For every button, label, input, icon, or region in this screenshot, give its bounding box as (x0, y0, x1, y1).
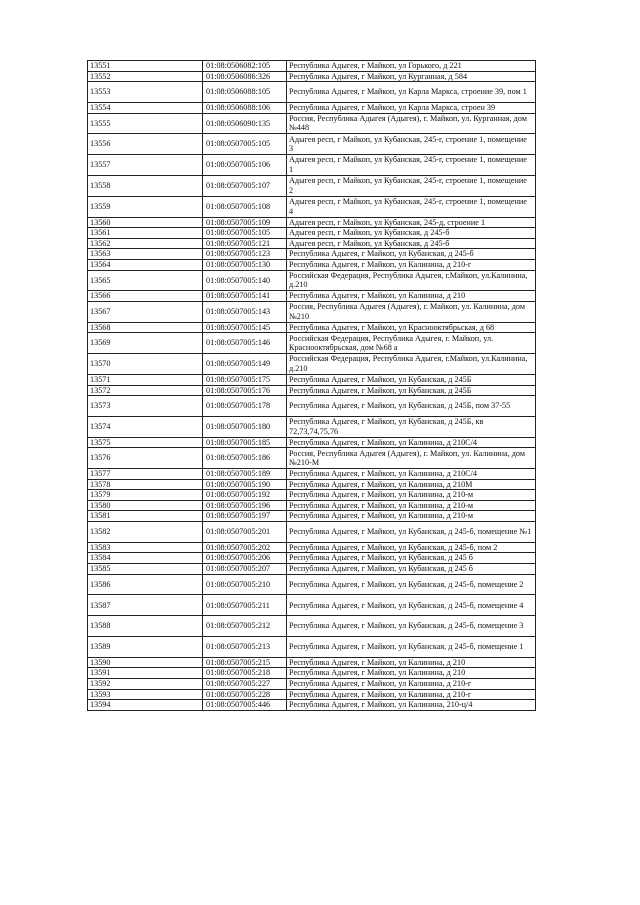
table-row (88, 82, 536, 103)
table-row (88, 291, 536, 302)
cadastral-number-cell: 01:08:0506090:135 (203, 113, 287, 134)
address-cell: Республика Адыгея, г Майкоп, ул Калинина, д 210 (287, 291, 536, 302)
cadastral-number-cell: 01:08:0507005:106 (203, 155, 287, 176)
cadastral-number-cell: 01:08:0507005:175 (203, 374, 287, 385)
cadastral-number-cell: 01:08:0507005:130 (203, 259, 287, 270)
address-cell: Республика Адыгея, г Майкоп, ул Калинина, д 210-м (287, 500, 536, 511)
record-number-cell: 13584 (88, 553, 203, 564)
record-number-cell: 13586 (88, 574, 203, 595)
address-cell: Республика Адыгея, г Майкоп, ул Кубанская, д 245-б (287, 249, 536, 260)
cadastral-number-cell: 01:08:0506088:105 (203, 82, 287, 103)
cadastral-number-cell: 01:08:0507005:108 (203, 196, 287, 217)
record-number-cell: 13574 (88, 416, 203, 437)
table-row (88, 479, 536, 490)
record-number-cell: 13566 (88, 291, 203, 302)
address-cell: Республика Адыгея, г Майкоп, ул Кубанская, д 245-б, пом 2 (287, 542, 536, 553)
cadastral-number-cell: 01:08:0507005:178 (203, 396, 287, 417)
cadastral-number-cell: 01:08:0507005:213 (203, 637, 287, 658)
cadastral-number-cell: 01:08:0507005:202 (203, 542, 287, 553)
table-row (88, 259, 536, 270)
cadastral-table (87, 60, 536, 711)
address-cell: Республика Адыгея, г Майкоп, ул Краснооктябрьская, д 68 (287, 322, 536, 333)
table-row (88, 333, 536, 354)
address-cell: Республика Адыгея, г Майкоп, ул Кубанская, д 245Б (287, 385, 536, 396)
record-number-cell: 13558 (88, 175, 203, 196)
cadastral-number-cell: 01:08:0507005:228 (203, 689, 287, 700)
record-number-cell: 13562 (88, 238, 203, 249)
record-number-cell: 13571 (88, 374, 203, 385)
table-row (88, 553, 536, 564)
cadastral-number-cell: 01:08:0507005:212 (203, 616, 287, 637)
cadastral-number-cell: 01:08:0506082:105 (203, 61, 287, 72)
table-row (88, 657, 536, 668)
table-row (88, 354, 536, 375)
address-cell: Республика Адыгея, г Майкоп, ул Кубанская, д 245-б, помещение №1 (287, 522, 536, 543)
table-row (88, 217, 536, 228)
table-row (88, 469, 536, 480)
address-cell: Республика Адыгея, г Майкоп, ул Кубанская, д 245 б (287, 564, 536, 575)
address-cell: Адыгея респ, г Майкоп, ул Кубанская, 245-г, строение 1, помещение 1 (287, 155, 536, 176)
cadastral-number-cell: 01:08:0507005:123 (203, 249, 287, 260)
cadastral-number-cell: 01:08:0507005:105 (203, 228, 287, 239)
table-row (88, 175, 536, 196)
record-number-cell: 13575 (88, 437, 203, 448)
address-cell: Республика Адыгея, г Майкоп, ул Калинина, д 210М (287, 479, 536, 490)
table-row (88, 102, 536, 113)
table-row (88, 437, 536, 448)
address-cell: Российская Федерация, Республика Адыгея, г. Майкоп, ул. Краснооктябрьская, дом №68 а (287, 333, 536, 354)
table-row (88, 522, 536, 543)
cadastral-number-cell: 01:08:0507005:210 (203, 574, 287, 595)
cadastral-number-cell: 01:08:0507005:196 (203, 500, 287, 511)
address-cell: Республика Адыгея, г Майкоп, ул Кубанская, д 245Б, кв 72,73,74,75,76 (287, 416, 536, 437)
table-row (88, 500, 536, 511)
record-number-cell: 13555 (88, 113, 203, 134)
record-number-cell: 13572 (88, 385, 203, 396)
table-row (88, 238, 536, 249)
cadastral-number-cell: 01:08:0507005:215 (203, 657, 287, 668)
cadastral-number-cell: 01:08:0507005:201 (203, 522, 287, 543)
address-cell: Республика Адыгея, г Майкоп, ул Калинина, д 210-м (287, 511, 536, 522)
table-row (88, 679, 536, 690)
address-cell: Республика Адыгея, г Майкоп, ул Карла Маркса, строение 39, пом 1 (287, 82, 536, 103)
cadastral-number-cell: 01:08:0507005:190 (203, 479, 287, 490)
record-number-cell: 13556 (88, 134, 203, 155)
table-row (88, 385, 536, 396)
record-number-cell: 13581 (88, 511, 203, 522)
cadastral-number-cell: 01:08:0507005:149 (203, 354, 287, 375)
address-cell: Адыгея респ, г Майкоп, ул Кубанская, 245-г, строение 1, помещение 2 (287, 175, 536, 196)
table-row (88, 637, 536, 658)
record-number-cell: 13588 (88, 616, 203, 637)
record-number-cell: 13559 (88, 196, 203, 217)
table-row (88, 61, 536, 72)
record-number-cell: 13582 (88, 522, 203, 543)
table-row (88, 322, 536, 333)
record-number-cell: 13593 (88, 689, 203, 700)
record-number-cell: 13569 (88, 333, 203, 354)
address-cell: Республика Адыгея, г Майкоп, ул Калинина, д 210С/4 (287, 437, 536, 448)
record-number-cell: 13557 (88, 155, 203, 176)
cadastral-number-cell: 01:08:0506086:326 (203, 71, 287, 82)
address-cell: Российская Федерация, Республика Адыгея, г.Майкоп, ул.Калинина, д.210 (287, 270, 536, 291)
address-cell: Россия, Республика Адыгея (Адыгея), г. Майкоп, ул. Курганная, дом №448 (287, 113, 536, 134)
record-number-cell: 13554 (88, 102, 203, 113)
table-row (88, 270, 536, 291)
table-row (88, 689, 536, 700)
table-row (88, 113, 536, 134)
record-number-cell: 13578 (88, 479, 203, 490)
table-row (88, 511, 536, 522)
record-number-cell: 13592 (88, 679, 203, 690)
address-cell: Республика Адыгея, г Майкоп, ул Калинина, д 210-м (287, 490, 536, 501)
record-number-cell: 13552 (88, 71, 203, 82)
cadastral-number-cell: 01:08:0507005:227 (203, 679, 287, 690)
record-number-cell: 13594 (88, 700, 203, 711)
cadastral-number-cell: 01:08:0507005:146 (203, 333, 287, 354)
address-cell: Адыгея респ, г Майкоп, ул Кубанская, д 245-б (287, 238, 536, 249)
table-row (88, 396, 536, 417)
table-row (88, 595, 536, 616)
table-row (88, 700, 536, 711)
cadastral-number-cell: 01:08:0507005:121 (203, 238, 287, 249)
address-cell: Адыгея респ, г Майкоп, ул Кубанская, д 245-б (287, 228, 536, 239)
address-cell: Россия, Республика Адыгея (Адыгея), г. Майкоп, ул. Калинина, дом №210-М (287, 448, 536, 469)
table-row (88, 564, 536, 575)
cadastral-number-cell: 01:08:0507005:143 (203, 301, 287, 322)
table-body (88, 61, 536, 711)
table-row (88, 228, 536, 239)
address-cell: Республика Адыгея, г Майкоп, ул Курганная, д 584 (287, 71, 536, 82)
address-cell: Республика Адыгея, г Майкоп, ул Кубанская, д 245-б, помещение 4 (287, 595, 536, 616)
address-cell: Адыгея респ, г Майкоп, ул Кубанская, 245-д, строение 1 (287, 217, 536, 228)
address-cell: Республика Адыгея, г Майкоп, ул Кубанская, д 245-б, помещение 3 (287, 616, 536, 637)
table-row (88, 542, 536, 553)
cadastral-number-cell: 01:08:0507005:211 (203, 595, 287, 616)
record-number-cell: 13585 (88, 564, 203, 575)
cadastral-number-cell: 01:08:0507005:197 (203, 511, 287, 522)
cadastral-number-cell: 01:08:0507005:180 (203, 416, 287, 437)
cadastral-number-cell: 01:08:0507005:107 (203, 175, 287, 196)
address-cell: Республика Адыгея, г Майкоп, ул Калинина, д 210 (287, 657, 536, 668)
cadastral-number-cell: 01:08:0507005:207 (203, 564, 287, 575)
address-cell: Республика Адыгея, г Майкоп, ул Кубанская, д 245Б, пом 37-55 (287, 396, 536, 417)
cadastral-number-cell: 01:08:0507005:140 (203, 270, 287, 291)
table-row (88, 134, 536, 155)
address-cell: Республика Адыгея, г Майкоп, ул Калинина, д 210-г (287, 259, 536, 270)
record-number-cell: 13568 (88, 322, 203, 333)
record-number-cell: 13577 (88, 469, 203, 480)
cadastral-number-cell: 01:08:0507005:218 (203, 668, 287, 679)
address-cell: Республика Адыгея, г Майкоп, ул Калинина, д 210 (287, 668, 536, 679)
address-cell: Республика Адыгея, г Майкоп, ул Кубанская, д 245 б (287, 553, 536, 564)
address-cell: Республика Адыгея, г Майкоп, ул Кубанская, д 245Б (287, 374, 536, 385)
record-number-cell: 13579 (88, 490, 203, 501)
record-number-cell: 13560 (88, 217, 203, 228)
record-number-cell: 13587 (88, 595, 203, 616)
table-row (88, 249, 536, 260)
record-number-cell: 13570 (88, 354, 203, 375)
address-cell: Республика Адыгея, г Майкоп, ул Кубанская, д 245-б, помещение 2 (287, 574, 536, 595)
table-row (88, 490, 536, 501)
record-number-cell: 13561 (88, 228, 203, 239)
record-number-cell: 13583 (88, 542, 203, 553)
table-row (88, 448, 536, 469)
cadastral-number-cell: 01:08:0507005:446 (203, 700, 287, 711)
table-row (88, 668, 536, 679)
cadastral-number-cell: 01:08:0507005:105 (203, 134, 287, 155)
address-cell: Республика Адыгея, г Майкоп, ул Калинина, д 210-г (287, 679, 536, 690)
cadastral-number-cell: 01:08:0507005:189 (203, 469, 287, 480)
cadastral-number-cell: 01:08:0507005:186 (203, 448, 287, 469)
table-row (88, 574, 536, 595)
address-cell: Республика Адыгея, г Майкоп, ул Калинина, 210-ц/4 (287, 700, 536, 711)
cadastral-number-cell: 01:08:0507005:192 (203, 490, 287, 501)
cadastral-number-cell: 01:08:0507005:145 (203, 322, 287, 333)
table-row (88, 374, 536, 385)
cadastral-number-cell: 01:08:0507005:185 (203, 437, 287, 448)
record-number-cell: 13589 (88, 637, 203, 658)
cadastral-number-cell: 01:08:0507005:109 (203, 217, 287, 228)
table-row (88, 71, 536, 82)
record-number-cell: 13551 (88, 61, 203, 72)
address-cell: Республика Адыгея, г Майкоп, ул Горького, д 221 (287, 61, 536, 72)
cadastral-number-cell: 01:08:0507005:176 (203, 385, 287, 396)
address-cell: Республика Адыгея, г Майкоп, ул Кубанская, д 245-б, помещение 1 (287, 637, 536, 658)
address-cell: Российская Федерация, Республика Адыгея, г.Майкоп, ул.Калинина, д.210 (287, 354, 536, 375)
record-number-cell: 13590 (88, 657, 203, 668)
record-number-cell: 13553 (88, 82, 203, 103)
record-number-cell: 13573 (88, 396, 203, 417)
record-number-cell: 13576 (88, 448, 203, 469)
address-cell: Республика Адыгея, г Майкоп, ул Карла Маркса, строен 39 (287, 102, 536, 113)
record-number-cell: 13564 (88, 259, 203, 270)
record-number-cell: 13565 (88, 270, 203, 291)
address-cell: Адыгея респ, г Майкоп, ул Кубанская, 245-г, строение 1, помещение 3 (287, 134, 536, 155)
cadastral-number-cell: 01:08:0507005:141 (203, 291, 287, 302)
table-row (88, 416, 536, 437)
record-number-cell: 13591 (88, 668, 203, 679)
table-row (88, 301, 536, 322)
cadastral-number-cell: 01:08:0506088:106 (203, 102, 287, 113)
address-cell: Республика Адыгея, г Майкоп, ул Калинина, д 210-г (287, 689, 536, 700)
record-number-cell: 13563 (88, 249, 203, 260)
table-row (88, 616, 536, 637)
table-row (88, 196, 536, 217)
address-cell: Россия, Республика Адыгея (Адыгея), г. Майкоп, ул. Калинина, дом №210 (287, 301, 536, 322)
record-number-cell: 13580 (88, 500, 203, 511)
address-cell: Республика Адыгея, г Майкоп, ул Калинина, д 210С/4 (287, 469, 536, 480)
table-row (88, 155, 536, 176)
address-cell: Адыгея респ, г Майкоп, ул Кубанская, 245-г, строение 1, помещение 4 (287, 196, 536, 217)
cadastral-number-cell: 01:08:0507005:206 (203, 553, 287, 564)
record-number-cell: 13567 (88, 301, 203, 322)
